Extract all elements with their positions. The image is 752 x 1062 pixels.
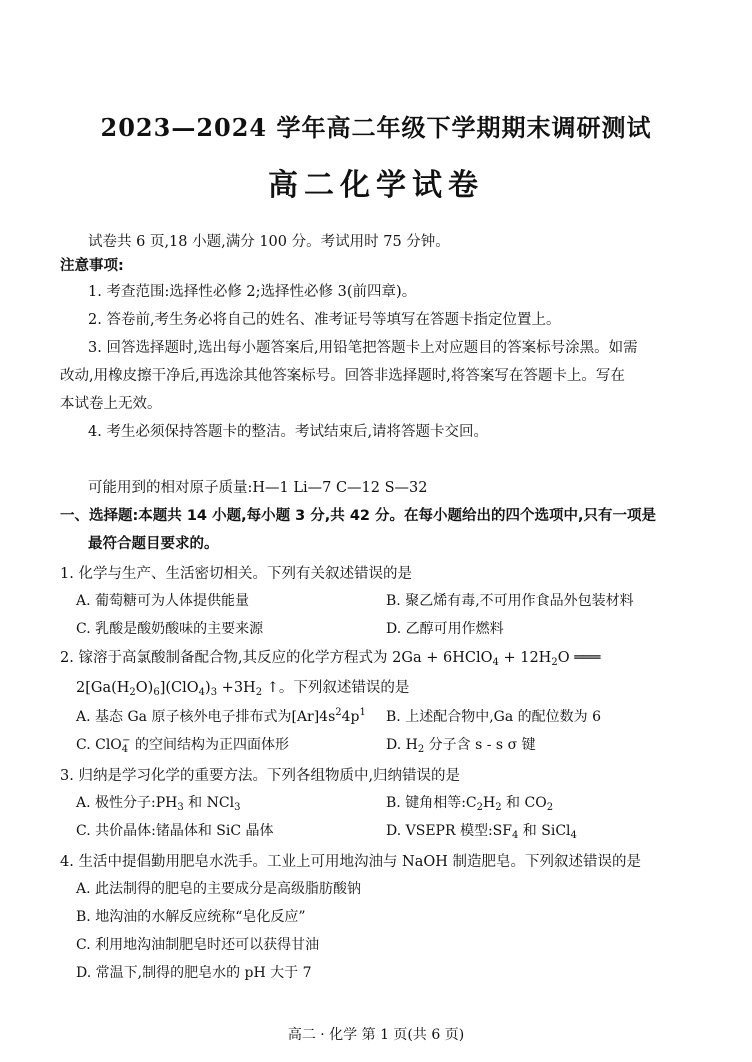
q4-option-a: A. 此法制得的肥皂的主要成分是高级脂肪酸钠 — [76, 881, 362, 897]
q1-option-a: A. 葡萄糖可为人体提供能量 — [76, 593, 250, 609]
q1-option-d: D. 乙醇可用作燃料 — [386, 621, 504, 637]
note-3-line2: 改动,用橡皮擦干净后,再选涂其他答案标号。回答非选择题时,将答案写在答题卡上。写在 — [60, 368, 625, 384]
q3-stem: 3. 归纳是学习化学的重要方法。下列各组物质中,归纳错误的是 — [60, 768, 461, 784]
note-2: 2. 答卷前,考生务必将自己的姓名、准考证号等填写在答题卡指定位置上。 — [88, 312, 561, 328]
q1-option-b: B. 聚乙烯有毒,不可用作食品外包装材料 — [386, 593, 634, 609]
q2-option-d: D. $H_2$ 分子含 s - s σ 键 — [386, 737, 536, 755]
q3-option-a: A. 极性分子$:PH_3$ 和 NCl$_3$ — [76, 795, 241, 813]
note-1: 1. 考查范围:选择性必修 2;选择性必修 3(前四章)。 — [88, 284, 417, 300]
note-3-line3: 本试卷上无效。 — [60, 396, 162, 412]
q2-stem-line1: 2. 镓溶于高氯酸制备配合物,其反应的化学方程式为 2Ga + 6HClO$_4$ + $12H_2O$ ═══ — [60, 650, 601, 668]
q3-option-c: C. 共价晶体:锗晶体和 SiC 晶体 — [76, 823, 274, 839]
q3-option-b: B. 键角相等$:C_2H_2$ 和 $CO_2$ — [386, 795, 554, 813]
exam-title: 2023—2024 学年高二年级下学期期末调研测试 — [100, 113, 652, 142]
section-heading-line2: 最符合题目要求的。 — [88, 536, 219, 552]
q4-option-b: B. 地沟油的水解反应统称“皂化反应” — [76, 909, 306, 925]
atomic-mass-line: 可能用到的相对原子质量:H—1 Li—7 C—12 S—32 — [88, 480, 428, 496]
q4-stem: 4. 生活中提倡勤用肥皂水洗手。工业上可用地沟油与 NaOH 制造肥皂。下列叙述错误的是 — [60, 854, 642, 870]
note-4: 4. 考生必须保持答题卡的整洁。考试结束后,请将答题卡交回。 — [88, 424, 489, 440]
q2-option-b: B. 上述配合物中,Ga 的配位数为 6 — [386, 709, 601, 725]
section-heading-line1: 一、选择题:本题共 14 小题,每小题 3 分,共 42 分。在每小题给出的四个选项中,只有一项是 — [60, 508, 657, 524]
q4-option-d: D. 常温下,制得的肥皂水的 pH 大于 7 — [76, 965, 312, 981]
exam-intro: 试卷共 6 页,18 小题,满分 100 分。考试用时 75 分钟。 — [88, 234, 450, 250]
note-3-line1: 3. 回答选择题时,选出每小题答案后,用铅笔把答题卡上对应题目的答案标号涂黑。如需 — [88, 340, 638, 356]
q1-stem: 1. 化学与生产、生活密切相关。下列有关叙述错误的是 — [60, 566, 412, 582]
q1-option-c: C. 乳酸是酸奶酸味的主要来源 — [76, 621, 264, 637]
page-footer: 高二 · 化学 第 1 页(共 6 页) — [287, 1027, 465, 1043]
q2-stem-line2: $2[Ga(H_2O)_6](ClO_4)_3 +3H_2$ ↑。下列叙述错误的是 — [76, 680, 410, 698]
q3-option-d: D. VSEPR 模型$:SF_4$ 和 SiCl$_4$ — [386, 823, 577, 841]
q4-option-c: C. 利用地沟油制肥皂时还可以获得甘油 — [76, 937, 320, 953]
notes-heading: 注意事项: — [60, 258, 124, 274]
exam-subject-title: 高二化学试卷 — [268, 168, 484, 203]
q2-option-c: C. ClO$_4$− 的空间结构为正四面体形 — [76, 735, 289, 755]
q2-option-a: A. 基态 Ga 原子核外电子排布式为$[Ar]4s^24p^1$ — [76, 707, 366, 725]
